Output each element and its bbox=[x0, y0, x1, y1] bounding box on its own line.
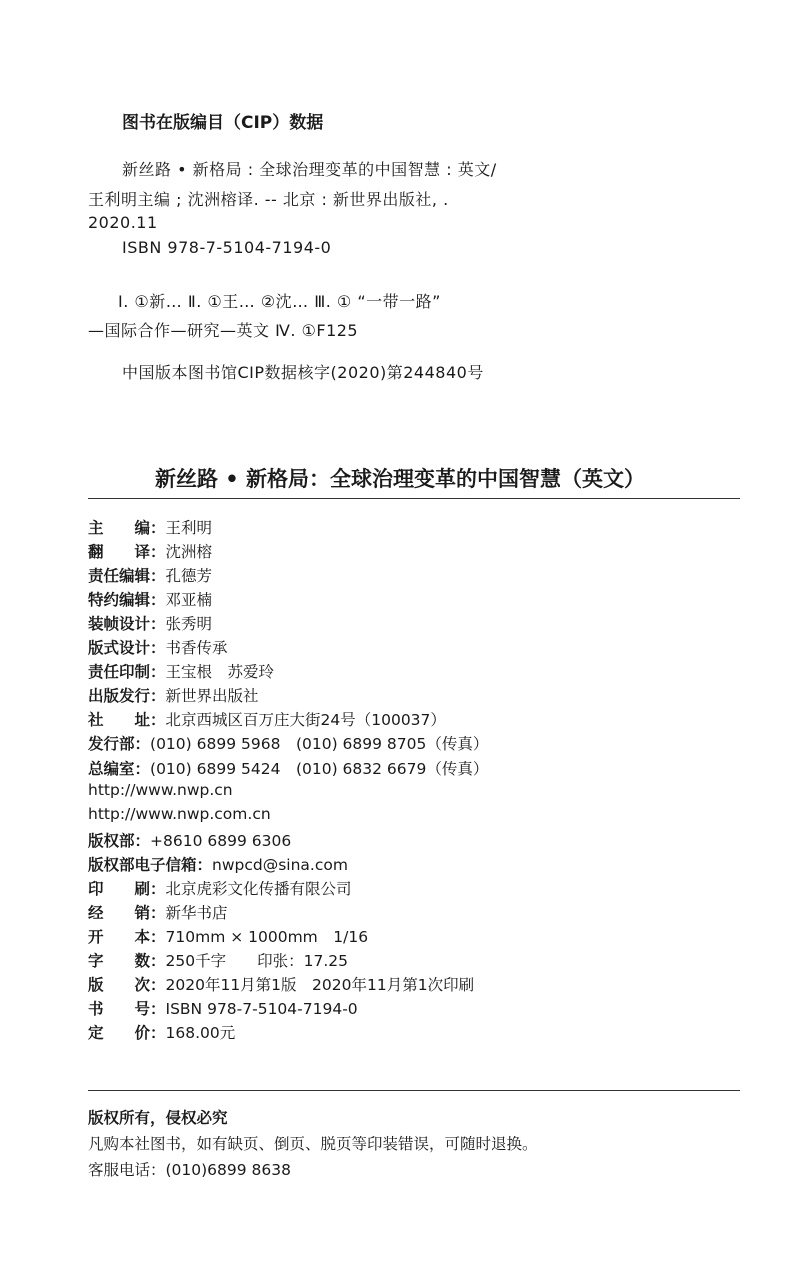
credit-value: (010) 6899 5424 (010) 6832 6679（传真） bbox=[150, 759, 489, 778]
credit-row bbox=[88, 949, 348, 971]
credit-label: 经 销： bbox=[88, 903, 166, 922]
cip-isbn: ISBN 978-7-5104-7194-0 bbox=[122, 238, 332, 257]
cip-heading: 图书在版编目（CIP）数据 bbox=[122, 113, 324, 133]
cip-classification-2: —国际合作—研究—英文 Ⅳ. ①F125 bbox=[88, 321, 359, 340]
credit-label: 版 次： bbox=[88, 975, 166, 994]
credit-value: 2020年11月第1版 2020年11月第1次印刷 bbox=[165, 975, 475, 994]
credit-row bbox=[88, 660, 274, 682]
credit-value: 新华书店 bbox=[165, 903, 228, 922]
copyright-notice: 版权所有，侵权必究 bbox=[88, 1109, 228, 1127]
credit-value: 张秀明 bbox=[165, 615, 213, 634]
credit-value: 王利明 bbox=[165, 519, 213, 537]
credit-label: 总编室： bbox=[88, 759, 151, 778]
title-rule bbox=[88, 498, 740, 499]
credit-value: 250千字 印张：17.25 bbox=[165, 951, 348, 970]
credit-value: 北京西城区百万庄大街24号（100037） bbox=[165, 711, 446, 730]
credit-label: 书 号： bbox=[88, 1000, 166, 1018]
credit-value: 168.00元 bbox=[165, 1024, 236, 1043]
credit-value: 王宝根 苏爱玲 bbox=[165, 663, 275, 682]
credit-row bbox=[88, 781, 233, 799]
credit-row bbox=[88, 1021, 235, 1043]
credit-label: 发行部： bbox=[88, 735, 151, 754]
credit-value: +8610 6899 6306 bbox=[150, 831, 292, 850]
credit-row bbox=[88, 612, 212, 634]
credit-value: (010) 6899 5968 (010) 6899 8705（传真） bbox=[150, 735, 489, 754]
credit-label: 装帧设计： bbox=[88, 615, 166, 634]
credit-value: ISBN 978-7-5104-7194-0 bbox=[165, 1000, 358, 1018]
credit-value: 北京虎彩文化传播有限公司 bbox=[165, 879, 352, 898]
credit-value: 沈洲榕 bbox=[165, 543, 213, 562]
credit-row bbox=[88, 732, 488, 754]
cip-line-3: 2020.11 bbox=[88, 213, 158, 232]
credit-label: 字 数： bbox=[88, 951, 166, 970]
credit-label: 主 编： bbox=[88, 519, 166, 537]
footer-rule bbox=[88, 1090, 740, 1091]
credit-row bbox=[88, 853, 348, 875]
credit-row bbox=[88, 708, 446, 730]
cip-verification-number: 中国版本图书馆CIP数据核字(2020)第244840号 bbox=[122, 363, 484, 382]
credit-label: 定 价： bbox=[88, 1024, 166, 1043]
credit-value: http://www.nwp.cn bbox=[88, 780, 233, 799]
credit-row bbox=[88, 901, 228, 923]
credit-row bbox=[88, 925, 368, 947]
cip-line-2: 王利明主编 ; 沈洲榕译. -- 北京 : 新世界出版社, . bbox=[88, 190, 449, 209]
credit-value: 新世界出版社 bbox=[165, 687, 259, 706]
credit-label: 社 址： bbox=[88, 711, 166, 730]
credit-row bbox=[88, 564, 212, 586]
credit-label: 出版发行： bbox=[88, 687, 166, 706]
credit-row bbox=[88, 684, 259, 706]
credit-row bbox=[88, 829, 291, 851]
credit-label: 翻 译： bbox=[88, 543, 166, 562]
credit-row bbox=[88, 588, 212, 610]
credit-value: 710mm × 1000mm 1/16 bbox=[165, 927, 369, 946]
credit-row bbox=[88, 997, 358, 1019]
book-title: 新丝路 • 新格局：全球治理变革的中国智慧（英文） bbox=[154, 467, 646, 491]
cip-line-1: 新丝路 • 新格局 : 全球治理变革的中国智慧 : 英文/ bbox=[122, 160, 497, 179]
cip-classification-1: Ⅰ. ①新… Ⅱ. ①王… ②沈… Ⅲ. ① “一带一路” bbox=[118, 292, 441, 311]
credit-row bbox=[88, 636, 228, 658]
credit-label: 版式设计： bbox=[88, 639, 166, 658]
customer-service-phone: 客服电话：(010)6899 8638 bbox=[88, 1161, 291, 1179]
credit-label: 特约编辑： bbox=[88, 591, 166, 610]
credit-label: 印 刷： bbox=[88, 879, 166, 898]
credit-row bbox=[88, 805, 271, 823]
credit-label: 开 本： bbox=[88, 927, 166, 946]
credit-row bbox=[88, 877, 352, 899]
credit-row bbox=[88, 540, 212, 562]
credit-row bbox=[88, 516, 212, 538]
credit-label: 责任编辑： bbox=[88, 567, 166, 586]
credit-label: 版权部： bbox=[88, 831, 151, 850]
credit-value: 邓亚楠 bbox=[165, 591, 213, 610]
credit-value: 孔德芳 bbox=[165, 567, 213, 586]
credit-label: 责任印制： bbox=[88, 663, 166, 682]
credit-value: 书香传承 bbox=[165, 639, 228, 658]
credit-row bbox=[88, 757, 488, 779]
return-policy: 凡购本社图书，如有缺页、倒页、脱页等印装错误，可随时退换。 bbox=[88, 1135, 538, 1153]
credit-row bbox=[88, 973, 474, 995]
credit-value: http://www.nwp.com.cn bbox=[88, 804, 271, 823]
credit-label: 版权部电子信箱： bbox=[88, 855, 213, 874]
credit-value: nwpcd@sina.com bbox=[212, 855, 348, 874]
